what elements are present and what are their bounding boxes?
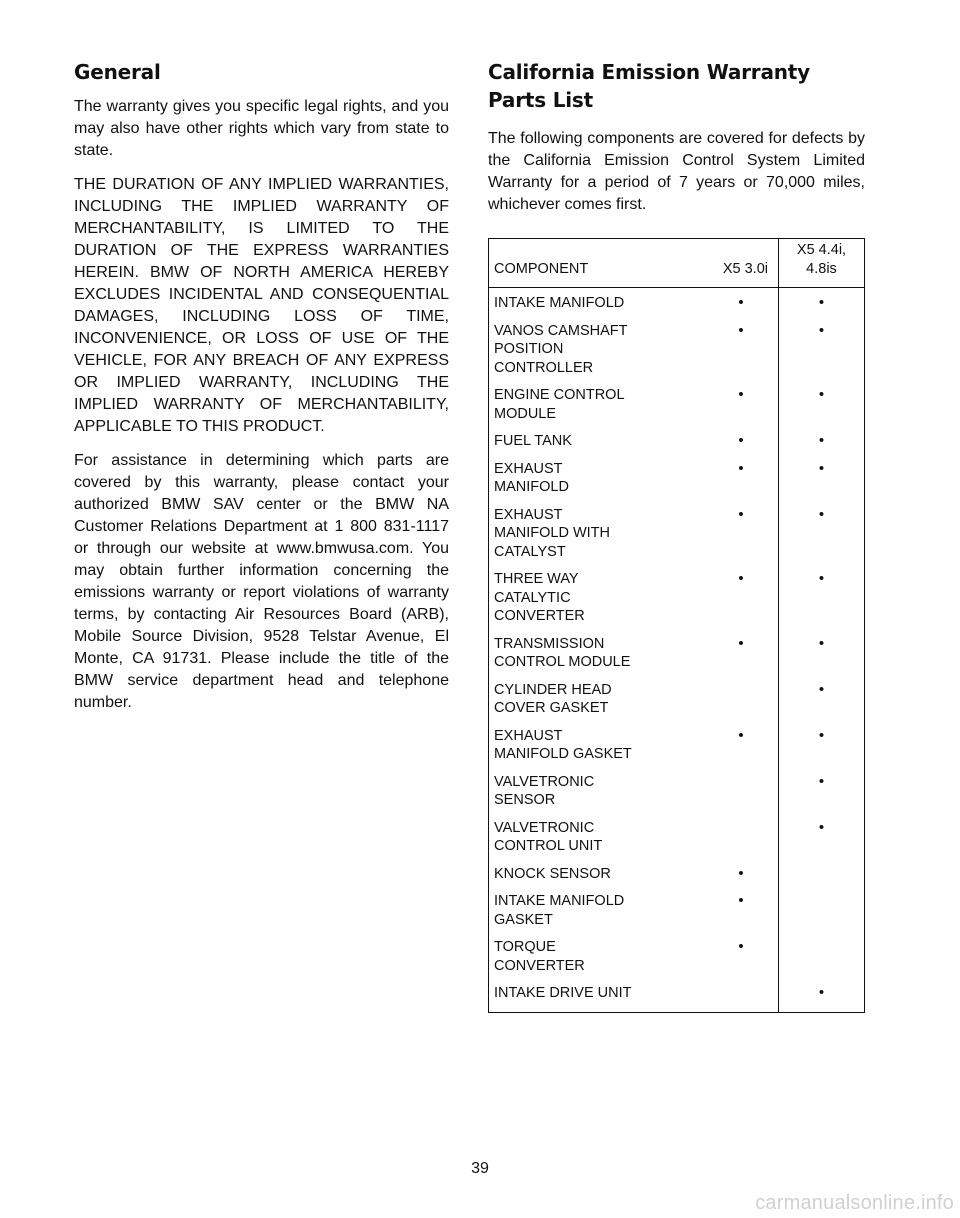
- x5-44i-coverage: [779, 865, 865, 893]
- component-name: KNOCK SENSOR: [494, 865, 611, 882]
- x5-44i-coverage: •: [779, 460, 865, 506]
- x5-30i-coverage: •: [738, 459, 744, 477]
- table-row: [489, 322, 865, 387]
- warranty-rights-paragraph: The warranty gives you specific legal rights, and you may also have other rights which vary from state to state.: [74, 98, 449, 159]
- component-name: VALVETRONIC CONTROL UNIT: [494, 819, 603, 854]
- component-name: EXHAUST MANIFOLD GASKET: [494, 727, 632, 762]
- x5-44i-coverage: •: [779, 727, 865, 773]
- left-column: [74, 58, 449, 726]
- parts-list-heading: [488, 58, 865, 114]
- component-name: INTAKE MANIFOLD GASKET: [494, 893, 625, 928]
- component-name: EXHAUST MANIFOLD WITH CATALYST: [494, 506, 610, 560]
- x5-30i-coverage: •: [738, 432, 744, 449]
- table-header-row: [489, 239, 865, 288]
- component-name: INTAKE DRIVE UNIT: [494, 985, 632, 1001]
- header-x5-30i: X5 3.0i: [668, 239, 779, 288]
- table-row: [489, 570, 865, 635]
- x5-30i-coverage: [668, 819, 779, 865]
- x5-30i-coverage: •: [738, 386, 744, 403]
- table-row: [489, 432, 865, 460]
- x5-30i-coverage: •: [738, 294, 744, 311]
- x5-44i-coverage: •: [779, 819, 865, 865]
- x5-44i-coverage: •: [779, 288, 865, 322]
- watermark-text: carmanualsonline.info: [755, 1192, 954, 1214]
- table-row: [489, 727, 865, 773]
- x5-44i-coverage: •: [779, 322, 865, 387]
- x5-30i-coverage: [668, 681, 779, 727]
- x5-30i-coverage: •: [738, 864, 744, 882]
- component-name: TORQUE CONVERTER: [494, 939, 585, 974]
- component-name: THREE WAY CATALYTIC CONVERTER: [494, 571, 585, 624]
- parts-list-heading-line1: California Emission Warranty: [488, 60, 811, 84]
- parts-list-intro: The following components are covered for defects by the California Emission Control System Limited Warranty for a period of 7 years or 70,000 miles, whichever comes first.: [488, 130, 865, 213]
- x5-44i-coverage: [779, 892, 865, 938]
- x5-30i-coverage: [668, 984, 779, 1012]
- table-row: [489, 865, 865, 893]
- table-row: [489, 938, 865, 984]
- x5-44i-coverage: •: [779, 681, 865, 727]
- table-row: [489, 506, 865, 571]
- table-row: [489, 635, 865, 681]
- x5-30i-coverage: •: [738, 321, 744, 339]
- table-row: [489, 288, 865, 322]
- component-name: ENGINE CONTROL MODULE: [494, 387, 625, 422]
- table-row: [489, 819, 865, 865]
- component-name: INTAKE MANIFOLD: [494, 295, 625, 311]
- table-row: [489, 773, 865, 819]
- x5-44i-coverage: •: [779, 635, 865, 681]
- x5-30i-coverage: •: [738, 726, 744, 744]
- x5-44i-coverage: •: [779, 432, 865, 460]
- header-component: COMPONENT: [489, 239, 669, 288]
- assistance-paragraph: For assistance in determining which parts are covered by this warranty, please contact your authorized BMW SAV center or the BMW NA Customer Relations Department at 1 800 831-1117 or through our website at www.bmwusa.com. You may obtain further information concerning the emissions warranty or report violations of warranty terms, by contacting Air Resources Board (ARB), Mobile Source Division, 9528 Telstar Avenue, El Monte, CA 91731. Please include the title of the BMW service department head and telephone number.: [74, 452, 449, 711]
- component-name: FUEL TANK: [494, 433, 572, 449]
- x5-30i-coverage: •: [738, 938, 744, 955]
- parts-list-heading-line2: Parts List: [488, 88, 593, 112]
- x5-30i-coverage: •: [738, 892, 744, 909]
- component-name: CYLINDER HEAD COVER GASKET: [494, 681, 612, 716]
- table-row: [489, 892, 865, 938]
- general-heading: General: [74, 60, 161, 84]
- implied-warranty-paragraph: THE DURATION OF ANY IMPLIED WARRANTIES, INCLUDING THE IMPLIED WARRANTY OF MERCHANTABILITY, IS LIMITED TO THE DURATION OF THE EXPRESS WARRANTIES HEREIN. BMW OF NORTH AMERICA HEREBY EXCLUDES INCIDENTAL AND CONSEQUENTIAL DAMAGES, INCLUDING LOSS OF TIME, INCONVENIENCE, OR LOSS OF USE OF THE VEHICLE, FOR ANY BREACH OF ANY EXPRESS OR IMPLIED WARRANTY, INCLUDING THE IMPLIED WARRANTY OF MERCHANTABILITY, APPLICABLE TO THIS PRODUCT.: [74, 176, 449, 435]
- component-name: VANOS CAMSHAFT POSITION CONTROLLER: [494, 322, 628, 376]
- x5-44i-coverage: [779, 938, 865, 984]
- header-x5-44i: X5 4.4i, 4.8is: [779, 239, 865, 288]
- x5-44i-coverage: •: [779, 506, 865, 571]
- table-row: [489, 460, 865, 506]
- component-name: VALVETRONIC SENSOR: [494, 773, 595, 808]
- table-row: [489, 984, 865, 1012]
- x5-44i-coverage: •: [779, 570, 865, 635]
- x5-44i-coverage: •: [779, 984, 865, 1012]
- x5-44i-coverage: •: [779, 386, 865, 432]
- component-name: EXHAUST MANIFOLD: [494, 460, 569, 495]
- x5-30i-coverage: •: [738, 634, 744, 652]
- parts-table-body: [489, 288, 865, 1013]
- x5-30i-coverage: •: [738, 505, 744, 523]
- right-column: [488, 58, 865, 1013]
- emission-parts-table: [488, 238, 865, 1013]
- table-row: [489, 386, 865, 432]
- page-number: 39: [471, 1160, 489, 1177]
- table-row: [489, 681, 865, 727]
- x5-30i-coverage: [668, 773, 779, 819]
- x5-30i-coverage: •: [738, 570, 744, 587]
- component-name: TRANSMISSION CONTROL MODULE: [494, 635, 631, 670]
- x5-44i-coverage: •: [779, 773, 865, 819]
